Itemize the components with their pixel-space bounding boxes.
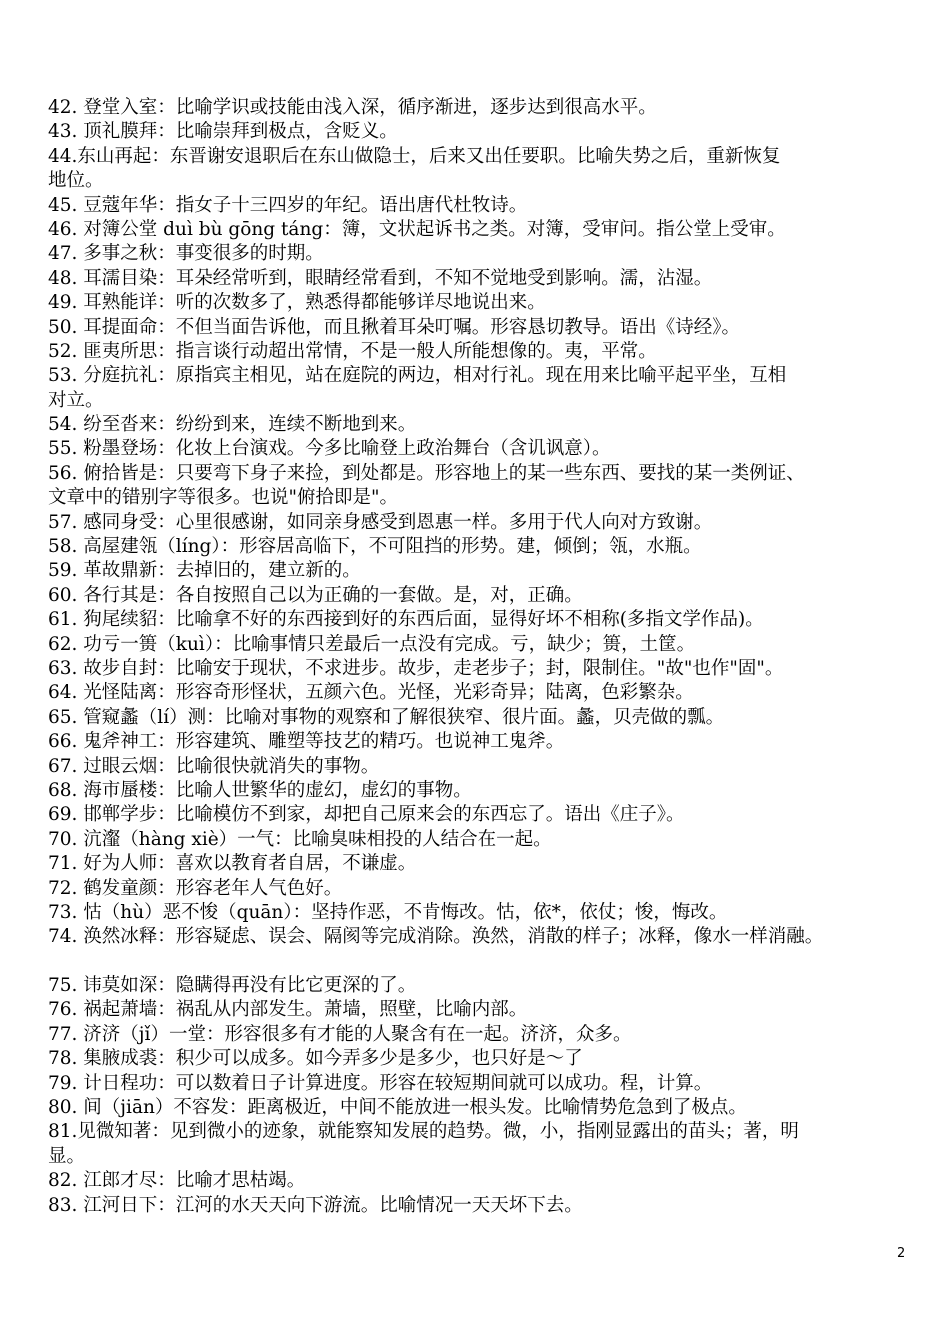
text-line: 对立。	[48, 389, 104, 411]
text-line: 77. 济济（jǐ）一堂：形容很多有才能的人聚含有在一起。济济，众多。	[48, 1023, 632, 1045]
text-line: 42. 登堂入室：比喻学识或技能由浅入深，循序渐进，逐步达到很高水平。	[48, 97, 657, 118]
text-line: 64. 光怪陆离：形容奇形怪状，五颜六色。光怪，光彩奇异；陆离，色彩繁杂。	[48, 682, 694, 704]
text-line: 57. 感同身受：心里很感谢，如同亲身感受到恩惠一样。多用于代人向对方致谢。	[48, 511, 713, 533]
text-line: 45. 豆蔻年华：指女子十三四岁的年纪。语出唐代杜牧诗。	[48, 194, 528, 216]
text-line: 43. 顶礼膜拜：比喻崇拜到极点，含贬义。	[48, 121, 398, 143]
text-line: 49. 耳熟能详：听的次数多了，熟悉得都能够详尽地说出来。	[48, 292, 546, 314]
text-line: 63. 故步自封：比喻安于现状，不求进步。故步，走老步子；封，限制住。"故"也作"固"。	[48, 657, 784, 679]
text-line: 56. 俯拾皆是：只要弯下身子来捡，到处都是。形容地上的某一些东西、要找的某一类例证、	[48, 462, 805, 484]
text-line: 47. 多事之秋：事变很多的时期。	[48, 243, 324, 265]
text-line: 82. 江郎才尽：比喻才思枯竭。	[48, 1170, 306, 1192]
text-line: 80. 间（jiān）不容发：距离极近，中间不能放进一根头发。比喻情势危急到了极点。	[48, 1097, 747, 1119]
text-line: 67. 过眼云烟：比喻很快就消失的事物。	[48, 755, 380, 777]
text-line: 74. 涣然冰释：形容疑虑、误会、隔阂等完成消除。涣然，消散的样子；冰释，像水一样消融。	[48, 926, 824, 948]
text-line: 46. 对簿公堂 duì bù gōng táng：簿，文状起诉书之类。对簿，受审问。指公堂上受审。	[48, 218, 786, 240]
text-line: 显。	[48, 1145, 86, 1167]
text-line: 78. 集腋成裘：积少可以成多。如今弄多少是多少，也只好是～了	[48, 1048, 583, 1070]
text-line: 66. 鬼斧神工：形容建筑、雕塑等技艺的精巧。也说神工鬼斧。	[48, 731, 565, 753]
text-line: 55. 粉墨登场：化妆上台演戏。今多比喻登上政治舞台（含讥讽意）。	[48, 438, 611, 460]
text-line: 83. 江河日下：江河的水天天向下游流。比喻情况一天天坏下去。	[48, 1194, 583, 1216]
text-line: 文章中的错别字等很多。也说"俯拾即是"。	[48, 487, 399, 509]
text-line: 52. 匪夷所思：指言谈行动超出常情，不是一般人所能想像的。夷，平常。	[48, 340, 657, 362]
text-line: 59. 革故鼎新：去掉旧的，建立新的。	[48, 560, 361, 582]
blank-line	[48, 950, 928, 974]
text-line: 79. 计日程功：可以数着日子计算进度。形容在较短期间就可以成功。程，计算。	[48, 1072, 713, 1094]
text-line: 81.见微知著：见到微小的迹象，就能察知发展的趋势。微，小，指刚显露出的苗头；著，明	[48, 1121, 799, 1143]
text-line: 69. 邯郸学步：比喻模仿不到家，却把自己原来会的东西忘了。语出《庄子》。	[48, 804, 685, 826]
text-line: 65. 管窥蠡（lí）测：比喻对事物的观察和了解很狭窄、很片面。蠡，贝壳做的瓢。	[48, 706, 725, 728]
document-body	[48, 96, 928, 1218]
text-line: 76. 祸起萧墙：祸乱从内部发生。萧墙，照壁，比喻内部。	[48, 999, 528, 1021]
text-line: 70. 沆瀣（hàng xiè）一气：比喻臭味相投的人结合在一起。	[48, 828, 552, 850]
text-line: 75. 讳莫如深：隐瞒得再没有比它更深的了。	[48, 975, 417, 997]
page-number: 2	[897, 1246, 906, 1261]
text-line: 地位。	[48, 170, 104, 192]
text-line: 48. 耳濡目染：耳朵经常听到，眼睛经常看到，不知不觉地受到影响。濡，沾湿。	[48, 267, 713, 289]
text-line: 50. 耳提面命：不但当面告诉他，而且揪着耳朵叮嘱。形容恳切教导。语出《诗经》。	[48, 316, 741, 338]
text-line: 60. 各行其是：各自按照自己以为正确的一套做。是，对，正确。	[48, 584, 583, 606]
text-line: 71. 好为人师：喜欢以教育者自居，不谦虚。	[48, 853, 417, 875]
text-line: 68. 海市蜃楼：比喻人世繁华的虚幻，虚幻的事物。	[48, 779, 472, 801]
text-line: 58. 高屋建瓴（líng）：形容居高临下，不可阻挡的形势。建，倾倒；瓴，水瓶。	[48, 536, 702, 558]
text-line: 73. 怙（hù）恶不悛（quān）：坚持作恶，不肯悔改。怙，依*，依仗；悛，悔改。	[48, 901, 728, 923]
text-line: 72. 鹤发童颜：形容老年人气色好。	[48, 877, 343, 899]
text-line: 44.东山再起：东晋谢安退职后在东山做隐士，后来又出任要职。比喻失势之后，重新恢复	[48, 145, 781, 167]
text-line: 62. 功亏一篑（kuì）：比喻事情只差最后一点没有完成。亏，缺少；篑，土筐。	[48, 633, 696, 655]
text-line: 61. 狗尾续貂：比喻拿不好的东西接到好的东西后面，显得好坏不相称(多指文学作品)。	[48, 609, 764, 631]
text-line: 54. 纷至沓来：纷纷到来，连续不断地到来。	[48, 414, 417, 436]
text-line: 53. 分庭抗礼：原指宾主相见，站在庭院的两边，相对行礼。现在用来比喻平起平坐，互相	[48, 365, 787, 387]
